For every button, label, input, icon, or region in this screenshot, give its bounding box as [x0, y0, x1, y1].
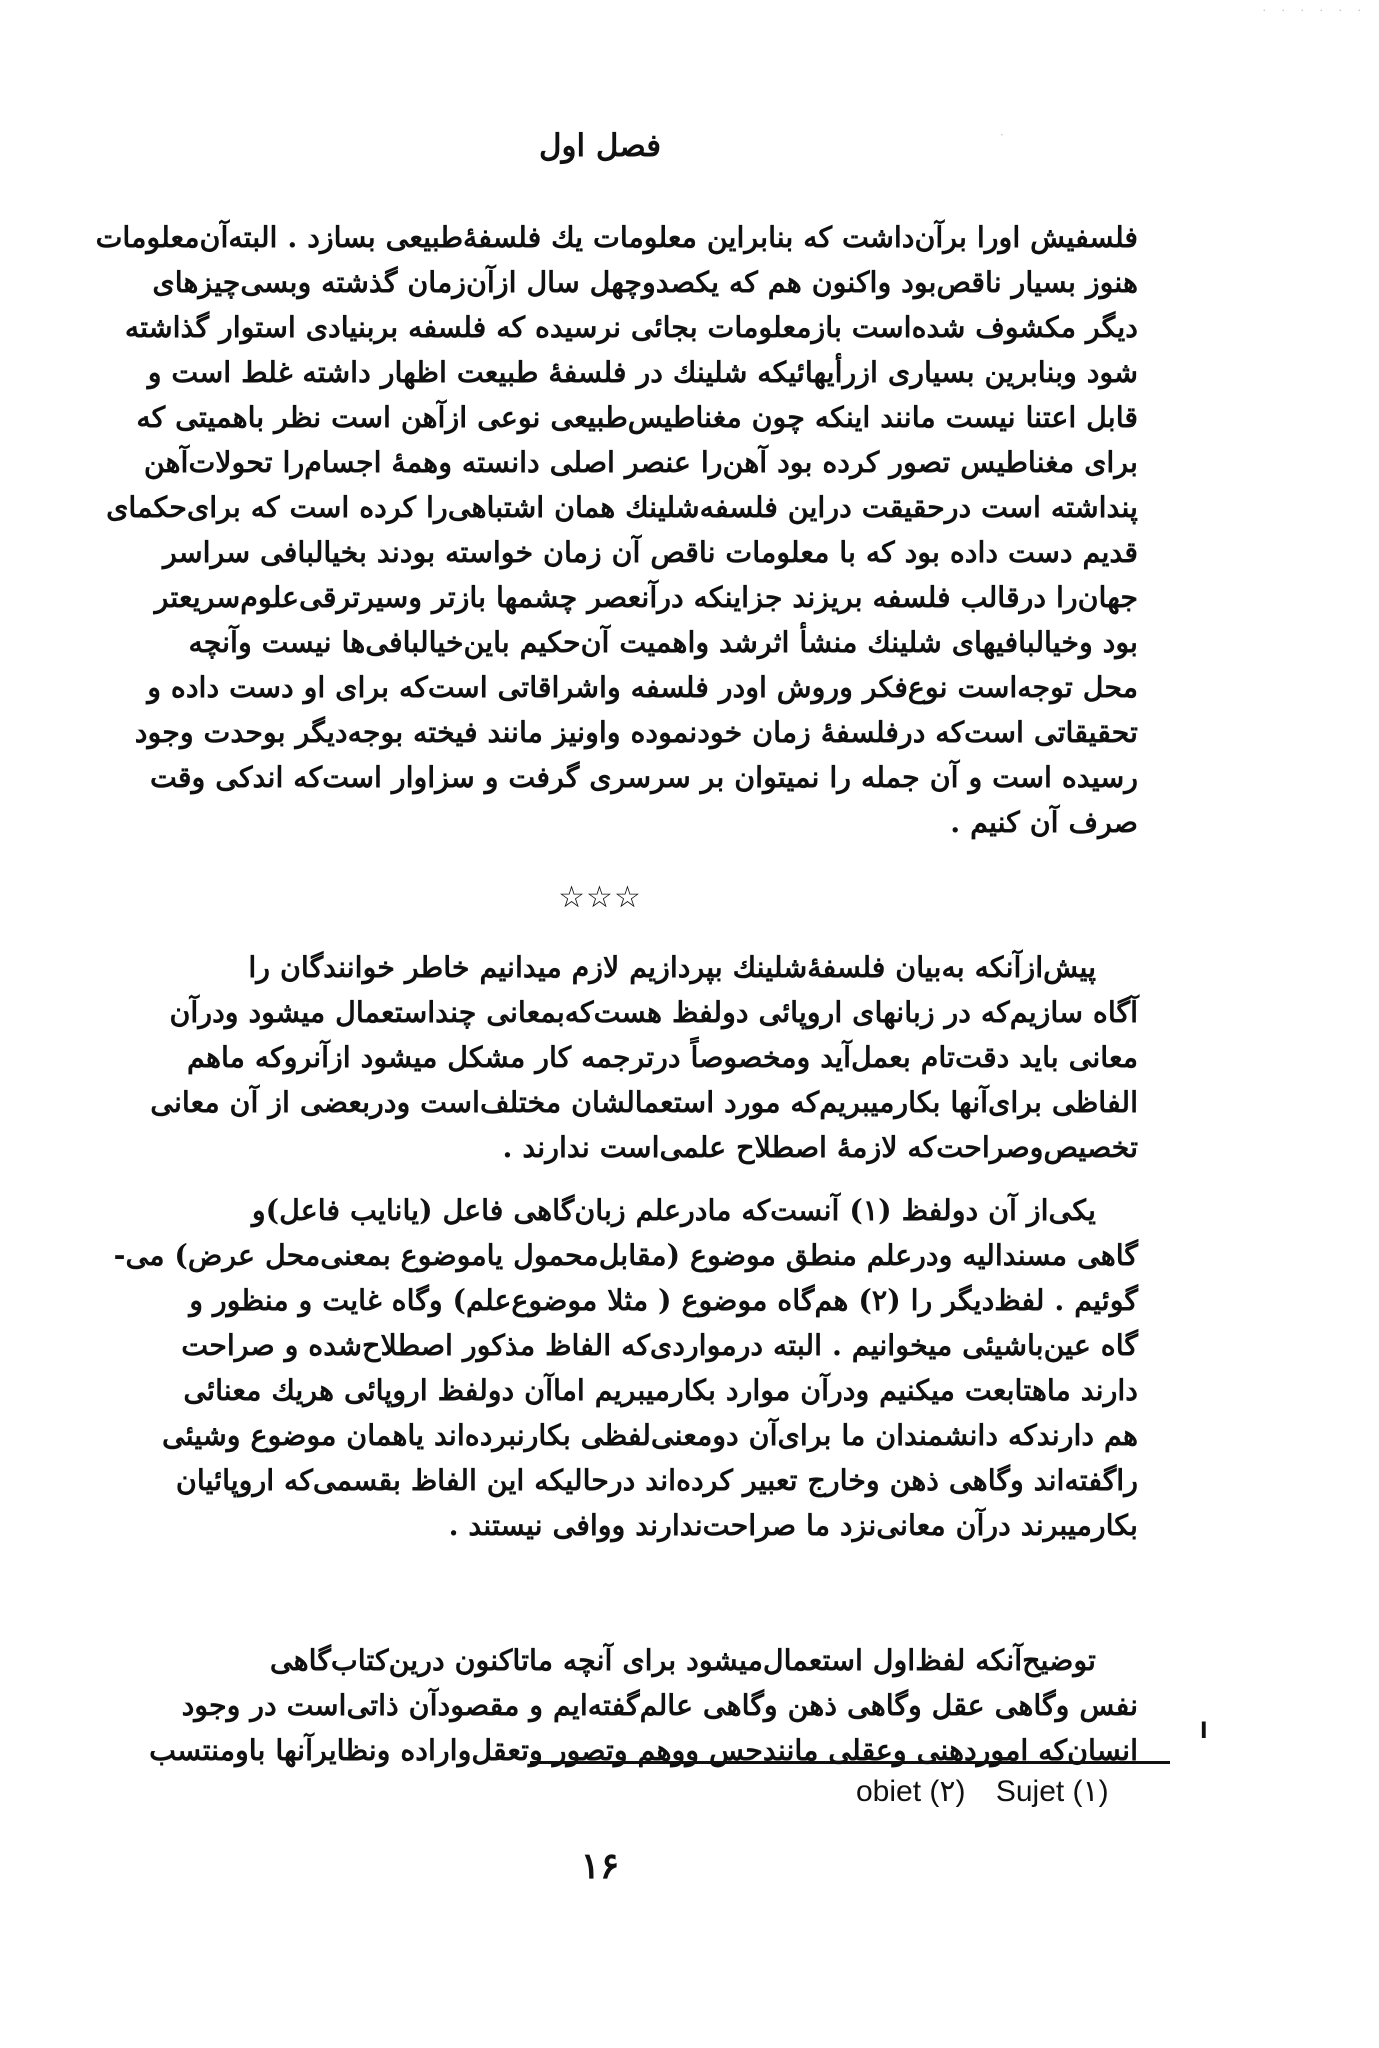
text-line: صرف آن کنیم .	[950, 805, 1138, 839]
footnote-2: obiet (۲)	[856, 1775, 966, 1808]
text-line: تخصیص‌وصراحت‌که لازمهٔ اصطلاح علمی‌است ندارند .	[502, 1130, 1138, 1164]
scan-speck: ·	[1000, 128, 1004, 142]
text-line: بود وخیالبافیهای شلینك منشأ اثرشد واهمیت آن‌حکیم باین‌خیالبافی‌ها نیست وآنچه	[188, 625, 1138, 659]
paragraph-2	[150, 945, 1138, 1170]
chapter-title: فصل اول	[538, 128, 662, 164]
page-number: ۱۶	[580, 1845, 620, 1887]
text-line: گاه عین‌باشیئی میخوانیم . البته درمواردی‌که الفاظ مذکور اصطلاح‌شده و صراحت	[181, 1328, 1138, 1362]
text-line: قدیم دست داده بود که با معلومات ناقص آن زمان خواسته بودند بخیالبافی سراسر	[162, 535, 1138, 569]
text-line: معانی باید دقت‌تام بعمل‌آید ومخصوصاً درترجمه کار مشکل میشود ازآنروکه ماهم	[186, 1040, 1138, 1074]
scan-artifact-marks: · · · · · ·	[1262, 4, 1367, 17]
text-line: آگاه سازیم‌که در زبانهای اروپائی دولفظ هست‌که‌بمعانی چنداستعمال میشود ودرآن	[169, 995, 1138, 1029]
text-line: پنداشته است درحقیقت دراین فلسفه‌شلینك همان اشتباهی‌را کرده است که برای‌حکمای	[106, 490, 1138, 524]
text-line: شود وبنابرین بسیاری ازرأیهائیکه شلینك در فلسفهٔ طبیعت اظهار داشته غلط است و	[147, 355, 1138, 389]
text-line: محل توجه‌است نوع‌فکر وروش اودر فلسفه واشراقاتی است‌که برای او دست داده و	[147, 670, 1138, 704]
footnote-divider	[530, 1761, 1170, 1764]
text-line: هنوز بسیار ناقص‌بود واکنون هم که یکصدوچهل سال ازآن‌زمان گذشته وبسی‌چیزهای	[152, 265, 1138, 299]
paragraph-3	[113, 1188, 1138, 1548]
text-line: تحقیقاتی است‌که درفلسفهٔ زمان خودنموده واونیز مانند فیخته بوجه‌دیگر بوحدت وجود	[134, 715, 1138, 749]
text-line: رسیده است و آن جمله را نمیتوان بر سرسری گرفت و سزاوار است‌که اندکی وقت	[149, 760, 1138, 794]
text-line: هم دارندکه دانشمندان ما برای‌آن دومعنی‌لفظی بکارنبرده‌اند یاهمان موضوع وشیئی	[161, 1418, 1138, 1452]
text-line: جهان‌را درقالب فلسفه بریزند جزاینکه درآنعصر چشمها بازتر وسیرترقی‌علوم‌سریعتر	[154, 580, 1138, 614]
text-line: گوئیم . لفظ‌دیگر را (۲) هم‌گاه موضوع ( مثلا موضوع‌علم) وگاه غایت و منظور و	[189, 1283, 1138, 1317]
text-line: فلسفیش اورا برآن‌داشت که بنابراین معلومات یك فلسفهٔ‌طبیعی بسازد . البته‌آن‌معلومات	[95, 220, 1138, 254]
text-line: بکارمیبرند درآن معانی‌نزد ما صراحت‌ندارند ووافی نیستند .	[448, 1508, 1138, 1542]
text-line: یکی‌از آن دولفظ (۱) آنست‌که مادرعلم زبان‌گاهی فاعل (یانایب فاعل)و	[251, 1193, 1096, 1227]
text-line: برای مغناطیس تصور کرده بود آهن‌را عنصر اصلی دانسته وهمهٔ اجسام‌را تحولات‌آهن	[143, 445, 1138, 479]
paragraph-1	[95, 215, 1138, 845]
section-separator: ☆☆☆	[558, 880, 642, 915]
text-line: گاهی مسندالیه ودرعلم منطق موضوع (مقابل‌محمول یاموضوع بمعنی‌محل عرض) می-	[113, 1238, 1138, 1272]
text-line: توضیح‌آنکه لفظ‌اول استعمال‌میشود برای آنچه ماتاکنون درین‌کتاب‌گاهی	[269, 1643, 1096, 1677]
text-line: قابل اعتنا نیست مانند اینکه چون مغناطیس‌طبیعی نوعی ازآهن است نظر باهمیتی که	[136, 400, 1138, 434]
text-line: دارند ماهتابعت میکنیم ودرآن موارد بکارمیبریم اماآن دولفظ اروپائی هریك معنائی	[183, 1373, 1138, 1407]
text-line: نفس وگاهی عقل وگاهی ذهن وگاهی عالم‌گفته‌ایم و مقصودآن ذاتی‌است در وجود	[181, 1688, 1138, 1722]
text-line: پیش‌ازآنکه به‌بیان فلسفهٔ‌شلینك بپردازیم لازم میدانیم خاطر خوانندگان را	[248, 950, 1096, 984]
margin-note-mark: ا	[1200, 1719, 1208, 1744]
paragraph-4	[149, 1638, 1138, 1773]
text-line: دیگر مکشوف شده‌است بازمعلومات بجائی نرسیده که فلسفه بربنیادی استوار گذاشته	[124, 310, 1138, 344]
text-line: الفاظی برای‌آنها بکارمیبریم‌که مورد استعمالشان مختلف‌است ودربعضی از آن معانی	[150, 1085, 1138, 1119]
footnotes	[856, 1774, 1109, 1810]
footnote-1: Sujet (۱)	[995, 1775, 1109, 1808]
text-line: راگفته‌اند وگاهی ذهن وخارج تعبیر کرده‌اند درحالیکه این الفاظ بقسمی‌که اروپائیان	[175, 1463, 1138, 1497]
text-line: انسان‌که اموردهنی وعقلی مانندحس ووهم وتصور وتعقل‌واراده ونظایرآنها باومنتسب	[149, 1733, 1138, 1767]
